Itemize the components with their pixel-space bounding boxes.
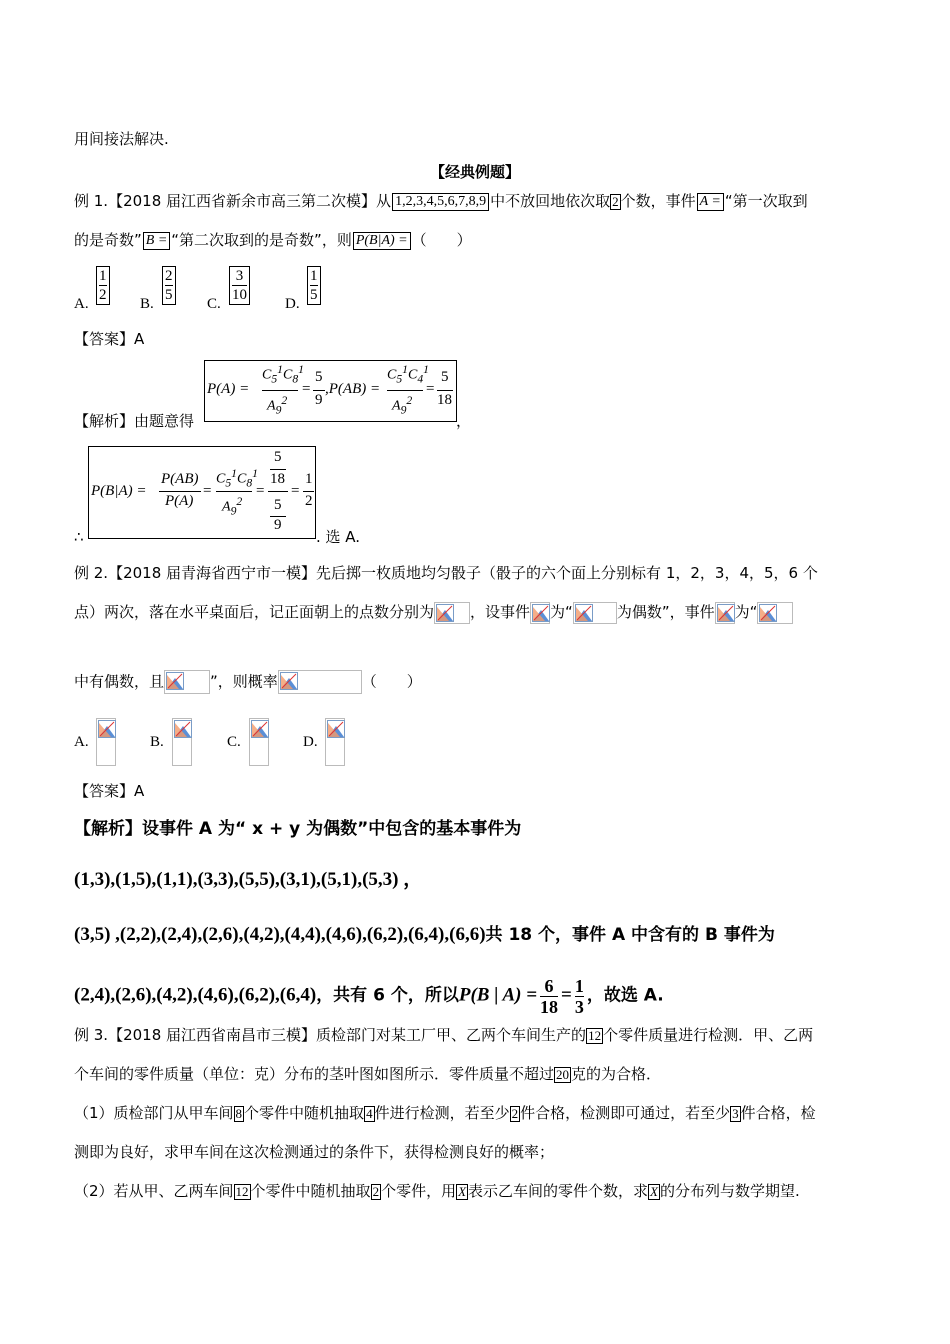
ex1-text: 从 [376,192,392,210]
ex3-line2: 个车间的零件质量（单位：克）分布的茎叶图如图所示．零件质量不超过 20 克的为合格． [74,1065,662,1083]
broken-image-icon [96,718,116,766]
ex3-q1-line1: （1）质检部门从甲车间 8 个零件中随机抽取 4 件进行检测，若至少 2 件合格，检测即可通过，若至少 3 件合格，检 [74,1104,816,1122]
option-label: D. [285,296,300,312]
ex3-num-box: 12 [235,1183,249,1199]
ex3-num-box: 2 [372,1183,380,1199]
ex3-num-box: 4 [366,1105,373,1121]
option-fraction: $\frac{1}{2}$ [96,266,110,305]
ex3-num-box: 12 [588,1027,602,1043]
broken-image-icon [172,718,192,766]
ex2-line2: 点）两次，落在水平桌面后，记正面朝上的点数分别为 ，设事件 为“ 为偶数”，事件 为“ [74,601,793,624]
ex2-pairs-1: (1,3),(1,5),(1,1),(3,3),(5,5),(3,1),(5,1),(5,3) ， [74,869,423,890]
ex1-comma: ， [456,412,472,430]
ex2-prefix: 例 2. [74,564,109,582]
ex1-text: 的是奇数” [74,231,142,249]
broken-image-icon [573,602,617,624]
ex3-source: 【2018 届江西省南昌市三模】 [108,1026,317,1044]
ex1-analysis-label: 【解析】由题意得 [74,412,195,430]
ex1-line2 [74,229,472,251]
section-title: 【经典例题】 [429,163,520,181]
option-label: A. [74,734,89,750]
ex3-line1: 例 3.【2018 届江西省南昌市三模】质检部门对某工厂甲、乙两个车间生产的 12 个零件质量进行检测．甲、乙两 [74,1026,814,1044]
ex3-num-box: 20 [556,1066,570,1082]
option-fraction: $\frac{3}{10}$ [229,266,250,305]
broken-image-icon [249,718,269,766]
ex1-text: “第一次取到 [724,192,808,210]
ex2-text: ，共有 6 个，所以 [316,985,459,1006]
fraction-6-18: $\frac{6}{18}$ [540,976,559,1017]
ex3-x-box: X [458,1183,467,1199]
ex2-line1 [74,562,818,584]
ex1-paren: （ ） [411,231,472,249]
ex3-prefix: 例 3. [74,1026,109,1044]
ex2-text: ，故选 A. [586,985,664,1006]
ex1-n-box: 2 [612,193,619,209]
option-label: C. [207,296,221,312]
ex3-num-box: 8 [235,1105,243,1121]
broken-image-icon [757,602,793,624]
intro-tail: 用间接法解决. [74,130,169,148]
ex2-text: 先后掷一枚质地均匀骰子（骰子的六个面上分别标有 1，2，3，4，5，6 个 [316,564,818,582]
ex2-analysis: 【解析】设事件 A 为“ x + y 为偶数”中包含的基本事件为 [74,819,522,839]
ex2-pba: P(B | A) = [458,984,538,1006]
option-label: D. [303,734,318,750]
option-label: B. [140,296,154,312]
ex2-pairs-3-line: (2,4),(2,6),(4,2),(4,6),(6,2),(6,4)，共有 6 个，所以P(B | A) = $\frac{6}{18}$ = $\frac{1}{3}$ ，故选 A. [74,976,664,1017]
ex1-text: “第二次取到的是奇数”，则 [171,231,352,249]
option-label: B. [150,734,164,750]
broken-image-icon [164,670,210,694]
ex1-line1 [74,190,808,212]
ex3-q2: （2）若从甲、乙两车间 12 个零件中随机抽取 2 个零件，用 X 表示乙车间的零件个数，求 X 的分布列与数学期望. [74,1182,800,1200]
ex1-prefix: 例 1. [74,192,109,210]
broken-image-icon [325,718,345,766]
fraction-1-3: $\frac{1}{3}$ [574,976,584,1017]
ex1-text: 中不放回地依次取 [490,192,611,210]
ex1-set-box: 1,2,3,4,5,6,7,8,9 [392,193,489,211]
ex1-equation-1: P(A) = $C_5^1C_8^1$ $A_9^2$ = 5 9 ,P(AB) = $C_5^1C_4^1$ $A_9^2$ = 5 18 [204,360,457,422]
ex3-num-box: 2 [511,1105,519,1121]
ex2-source: 【2018 届青海省西宁市一模】 [108,564,317,582]
broken-image-icon [530,602,550,624]
ex3-x-box: X [650,1183,658,1199]
ex1-text: 个数，事件 [620,192,696,210]
ex2-pairs-2: (3,5) ,(2,2),(2,4),(2,6),(4,2),(4,4),(4,6),(6,2),(6,4),(6,6) [74,924,486,945]
ex1-eventB-box: B = [143,232,171,250]
ex1-eventA-box: A = [697,193,724,211]
option-label: A. [74,296,89,312]
broken-image-icon [278,670,362,694]
ex2-line3: 中有偶数，且 ”，则概率 （ ） [74,670,422,694]
broken-image-icon [715,602,735,624]
option-label: C. [227,734,241,750]
broken-image-icon [434,602,470,624]
ex2-pairs-3: (2,4),(2,6),(4,2),(4,6),(6,2),(6,4) [74,984,317,1006]
ex1-source: 【2018 届江西省新余市高三第二次模】 [108,192,377,210]
option-fraction: $\frac{2}{5}$ [162,266,176,305]
ex1-select: . 选 A. [316,528,361,546]
ex3-q1-line2: 测即为良好，求甲车间在这次检测通过的条件下，获得检测良好的概率； [74,1143,555,1161]
therefore-symbol: ∴ [74,528,84,546]
option-fraction: $\frac{1}{5}$ [307,266,321,305]
ex1-prob-box: P(B|A) = [353,232,411,250]
ex1-equation-2: P(B|A) = P(AB) P(A) = $C_5^1C_8^1$ $A_9^2$ = 5 18 5 9 = 1 2 [88,446,316,539]
ex3-num-box: 3 [732,1105,739,1121]
ex2-answer: 【答案】A [74,782,145,800]
ex1-answer: 【答案】A [74,330,145,348]
ex2-pairs-2-line [74,924,775,946]
ex2-text: 共 18 个，事件 A 中含有的 B 事件为 [485,925,775,945]
